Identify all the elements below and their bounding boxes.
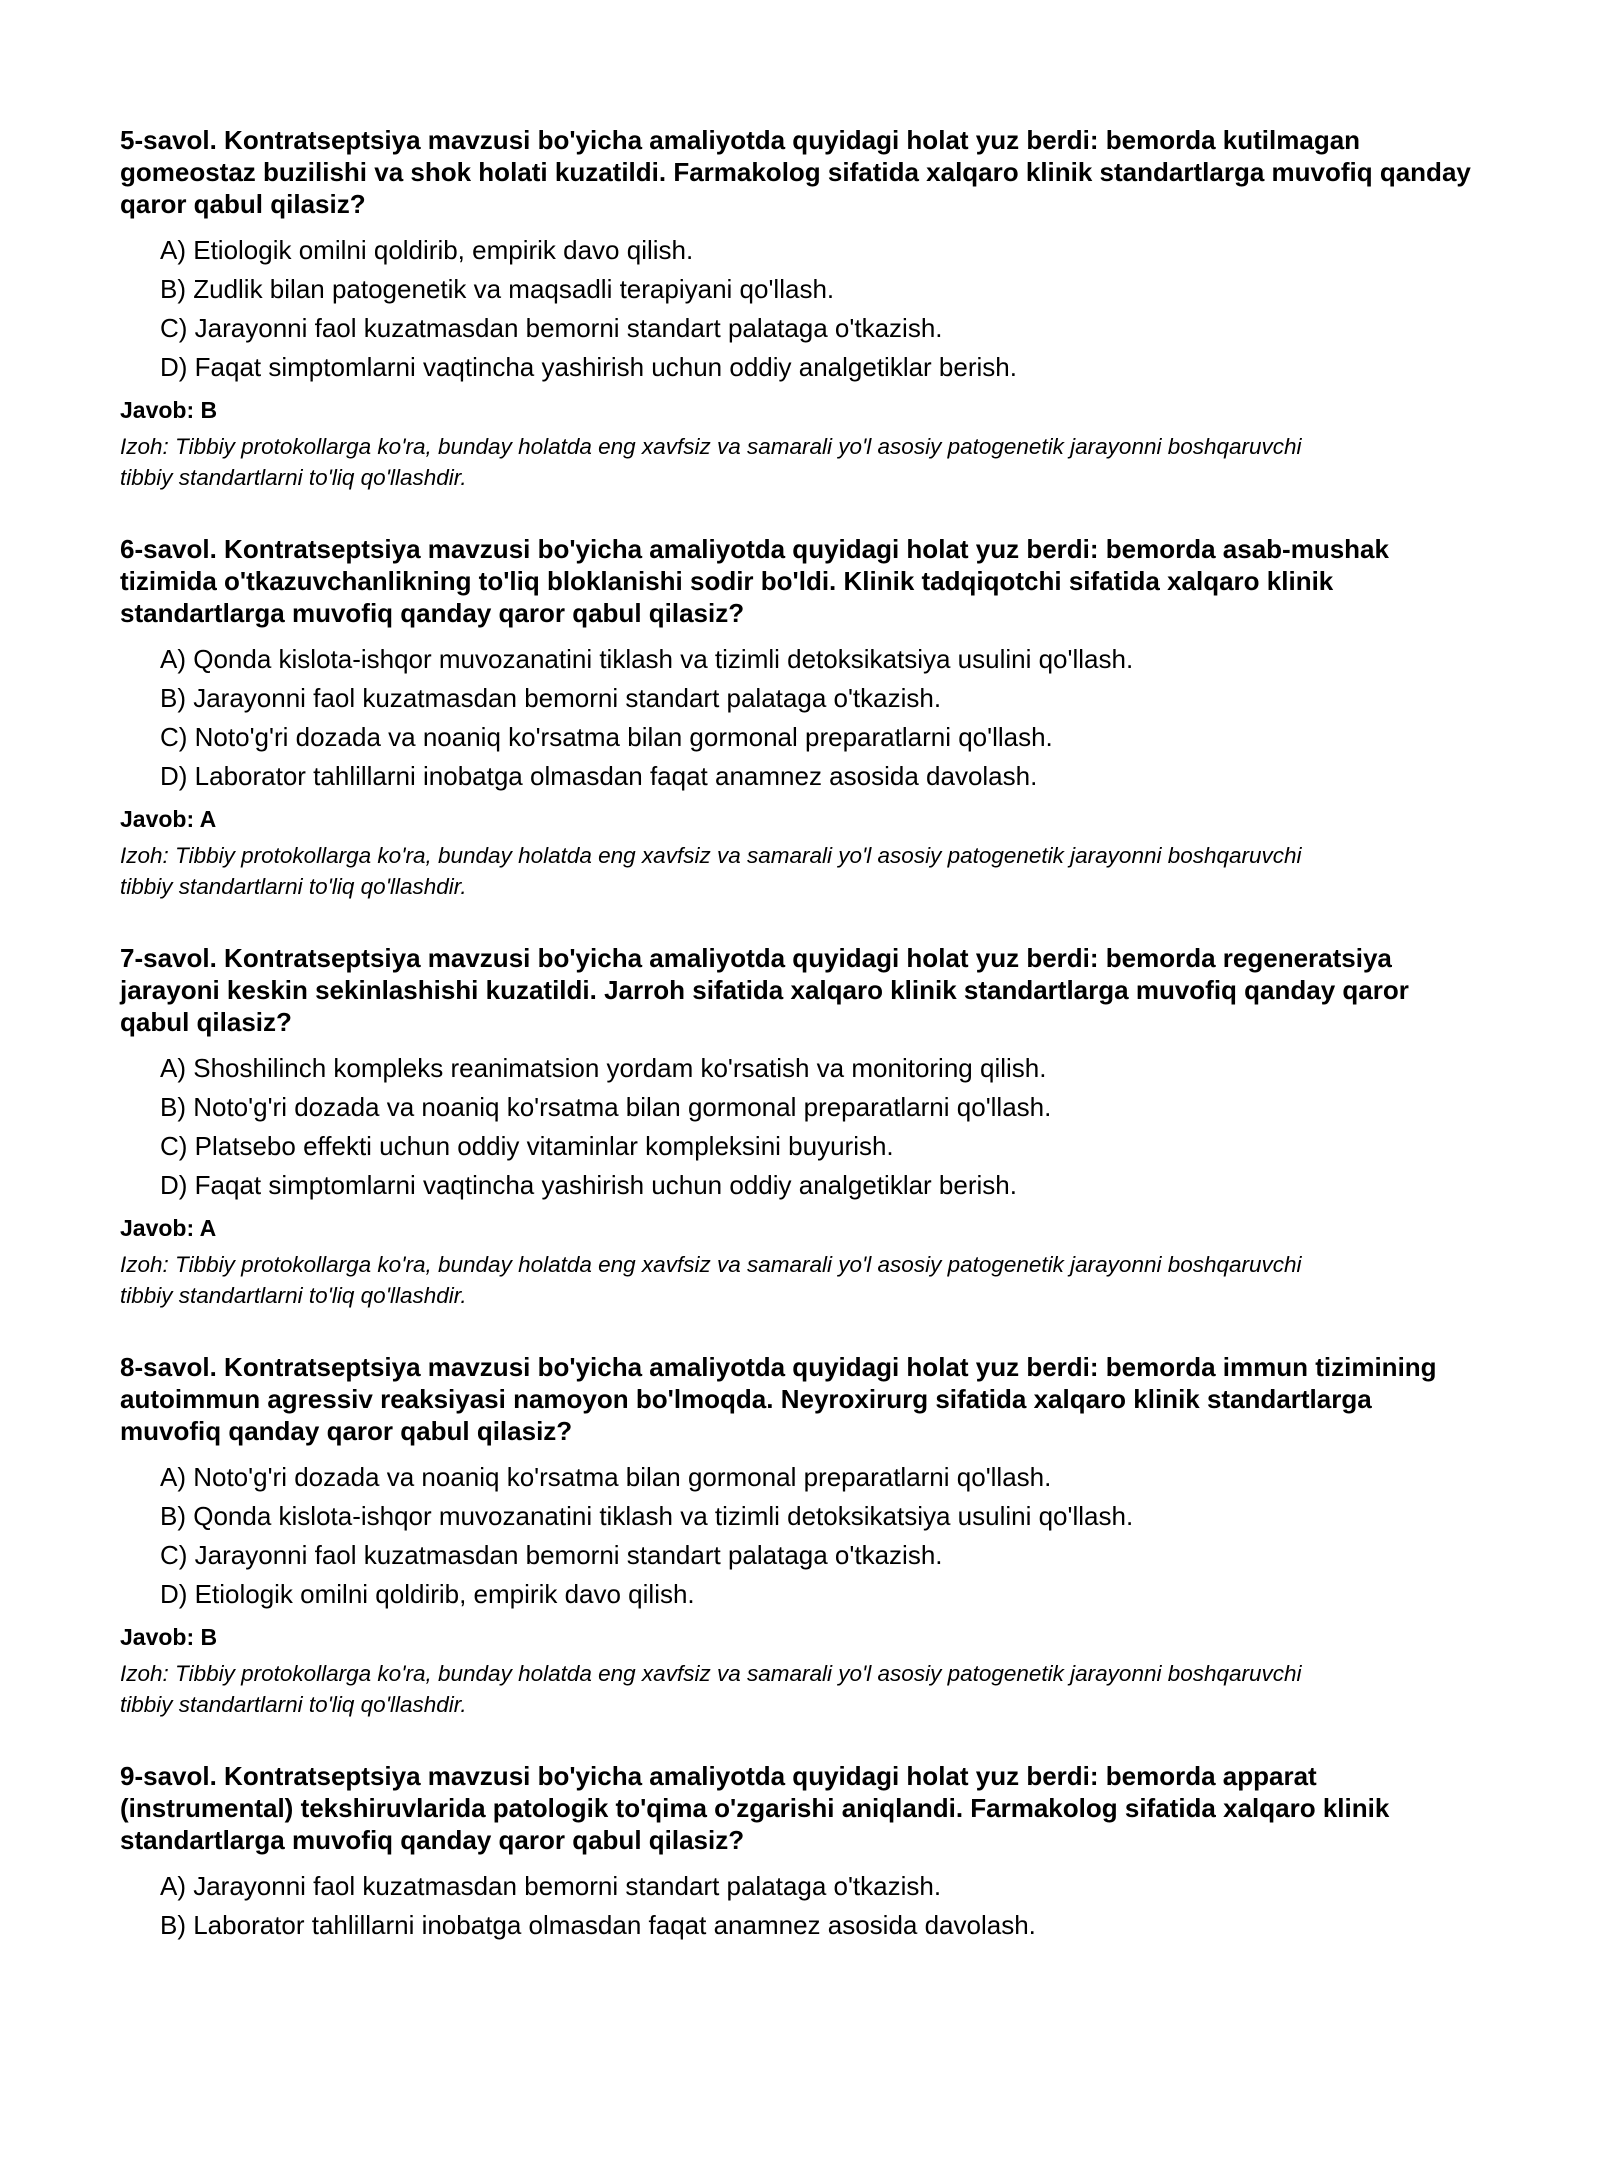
- option-a: A) Shoshilinch kompleks reanimatsion yordam ko'rsatish va monitoring qilish.: [160, 1053, 1047, 1083]
- explanation-text: Izoh: Tibbiy protokollarga ko'ra, bunday holatda eng xavfsiz va samarali yo'l asosiy patogenetik jarayonni boshqaruvchi tibbiy standartlarni to'liq qo'llashdir.: [120, 434, 1302, 490]
- question-text: 8-savol. Kontratseptsiya mavzusi bo'yicha amaliyotda quyidagi holat yuz berdi: bemorda immun tizimining autoimmun agressiv reaksiyasi namoyon bo'lmoqda. Neyroxirurg sifatida xalqaro klinik standartlarga muvofiq qanday qaror qabul qilasiz?: [120, 1352, 1437, 1446]
- options-list: [120, 1867, 1480, 1945]
- answer-label: Javob: B: [120, 397, 218, 423]
- option-c: C) Jarayonni faol kuzatmasdan bemorni standart palataga o'tkazish.: [160, 1540, 943, 1570]
- option-b: B) Jarayonni faol kuzatmasdan bemorni standart palataga o'tkazish.: [160, 683, 942, 713]
- options-list: [120, 640, 1480, 796]
- option-a: A) Jarayonni faol kuzatmasdan bemorni standart palataga o'tkazish.: [160, 1871, 942, 1901]
- option-d: D) Faqat simptomlarni vaqtincha yashirish uchun oddiy analgetiklar berish.: [160, 1170, 1017, 1200]
- answer-label: Javob: A: [120, 1215, 217, 1241]
- option-c: C) Noto'g'ri dozada va noaniq ko'rsatma bilan gormonal preparatlarni qo'llash.: [160, 722, 1053, 752]
- option-c: C) Platsebo effekti uchun oddiy vitaminlar kompleksini buyurish.: [160, 1131, 894, 1161]
- question-text: 9-savol. Kontratseptsiya mavzusi bo'yicha amaliyotda quyidagi holat yuz berdi: bemorda apparat (instrumental) tekshiruvlarida patologik to'qima o'zgarishi aniqlandi. Farmakolog sifatida xalqaro klinik standartlarga muvofiq qanday qaror qabul qilasiz?: [120, 1761, 1390, 1855]
- explanation-text: Izoh: Tibbiy protokollarga ko'ra, bunday holatda eng xavfsiz va samarali yo'l asosiy patogenetik jarayonni boshqaruvchi tibbiy standartlarni to'liq qo'llashdir.: [120, 843, 1302, 899]
- option-b: B) Qonda kislota-ishqor muvozanatini tiklash va tizimli detoksikatsiya usulini qo'llash.: [160, 1501, 1134, 1531]
- explanation-text: Izoh: Tibbiy protokollarga ko'ra, bunday holatda eng xavfsiz va samarali yo'l asosiy patogenetik jarayonni boshqaruvchi tibbiy standartlarni to'liq qo'llashdir.: [120, 1252, 1302, 1308]
- option-b: B) Zudlik bilan patogenetik va maqsadli terapiyani qo'llash.: [160, 274, 835, 304]
- question-text: 7-savol. Kontratseptsiya mavzusi bo'yicha amaliyotda quyidagi holat yuz berdi: bemorda regeneratsiya jarayoni keskin sekinlashishi kuzatildi. Jarroh sifatida xalqaro klinik standartlarga muvofiq qanday qaror qabul qilasiz?: [120, 943, 1409, 1037]
- question-text: 5-savol. Kontratseptsiya mavzusi bo'yicha amaliyotda quyidagi holat yuz berdi: bemorda kutilmagan gomeostaz buzilishi va shok holati kuzatildi. Farmakolog sifatida xalqaro klinik standartlarga muvofiq qanday qaror qabul qilasiz?: [120, 125, 1471, 219]
- option-b: B) Noto'g'ri dozada va noaniq ko'rsatma bilan gormonal preparatlarni qo'llash.: [160, 1092, 1052, 1122]
- option-a: A) Etiologik omilni qoldirib, empirik davo qilish.: [160, 235, 694, 265]
- options-list: [120, 1049, 1480, 1205]
- answer-label: Javob: B: [120, 1624, 218, 1650]
- option-c: C) Jarayonni faol kuzatmasdan bemorni standart palataga o'tkazish.: [160, 313, 943, 343]
- options-list: [120, 1458, 1480, 1614]
- option-a: A) Noto'g'ri dozada va noaniq ko'rsatma bilan gormonal preparatlarni qo'llash.: [160, 1462, 1052, 1492]
- question-block: [120, 942, 1480, 1351]
- explanation-text: Izoh: Tibbiy protokollarga ko'ra, bunday holatda eng xavfsiz va samarali yo'l asosiy patogenetik jarayonni boshqaruvchi tibbiy standartlarni to'liq qo'llashdir.: [120, 1661, 1302, 1717]
- question-block: [120, 1351, 1480, 1760]
- option-d: D) Laborator tahlillarni inobatga olmasdan faqat anamnez asosida davolash.: [160, 761, 1038, 791]
- question-text: 6-savol. Kontratseptsiya mavzusi bo'yicha amaliyotda quyidagi holat yuz berdi: bemorda asab-mushak tizimida o'tkazuvchanlikning to'liq bloklanishi sodir bo'ldi. Klinik tadqiqotchi sifatida xalqaro klinik standartlarga muvofiq qanday qaror qabul qilasiz?: [120, 534, 1389, 628]
- option-d: D) Etiologik omilni qoldirib, empirik davo qilish.: [160, 1579, 695, 1609]
- question-block: [120, 1760, 1480, 2169]
- question-block: [120, 533, 1480, 942]
- options-list: [120, 231, 1480, 387]
- option-a: A) Qonda kislota-ishqor muvozanatini tiklash va tizimli detoksikatsiya usulini qo'llash.: [160, 644, 1134, 674]
- option-d: D) Faqat simptomlarni vaqtincha yashirish uchun oddiy analgetiklar berish.: [160, 352, 1017, 382]
- option-b: B) Laborator tahlillarni inobatga olmasdan faqat anamnez asosida davolash.: [160, 1910, 1036, 1940]
- answer-label: Javob: A: [120, 806, 217, 832]
- question-block: [120, 124, 1480, 533]
